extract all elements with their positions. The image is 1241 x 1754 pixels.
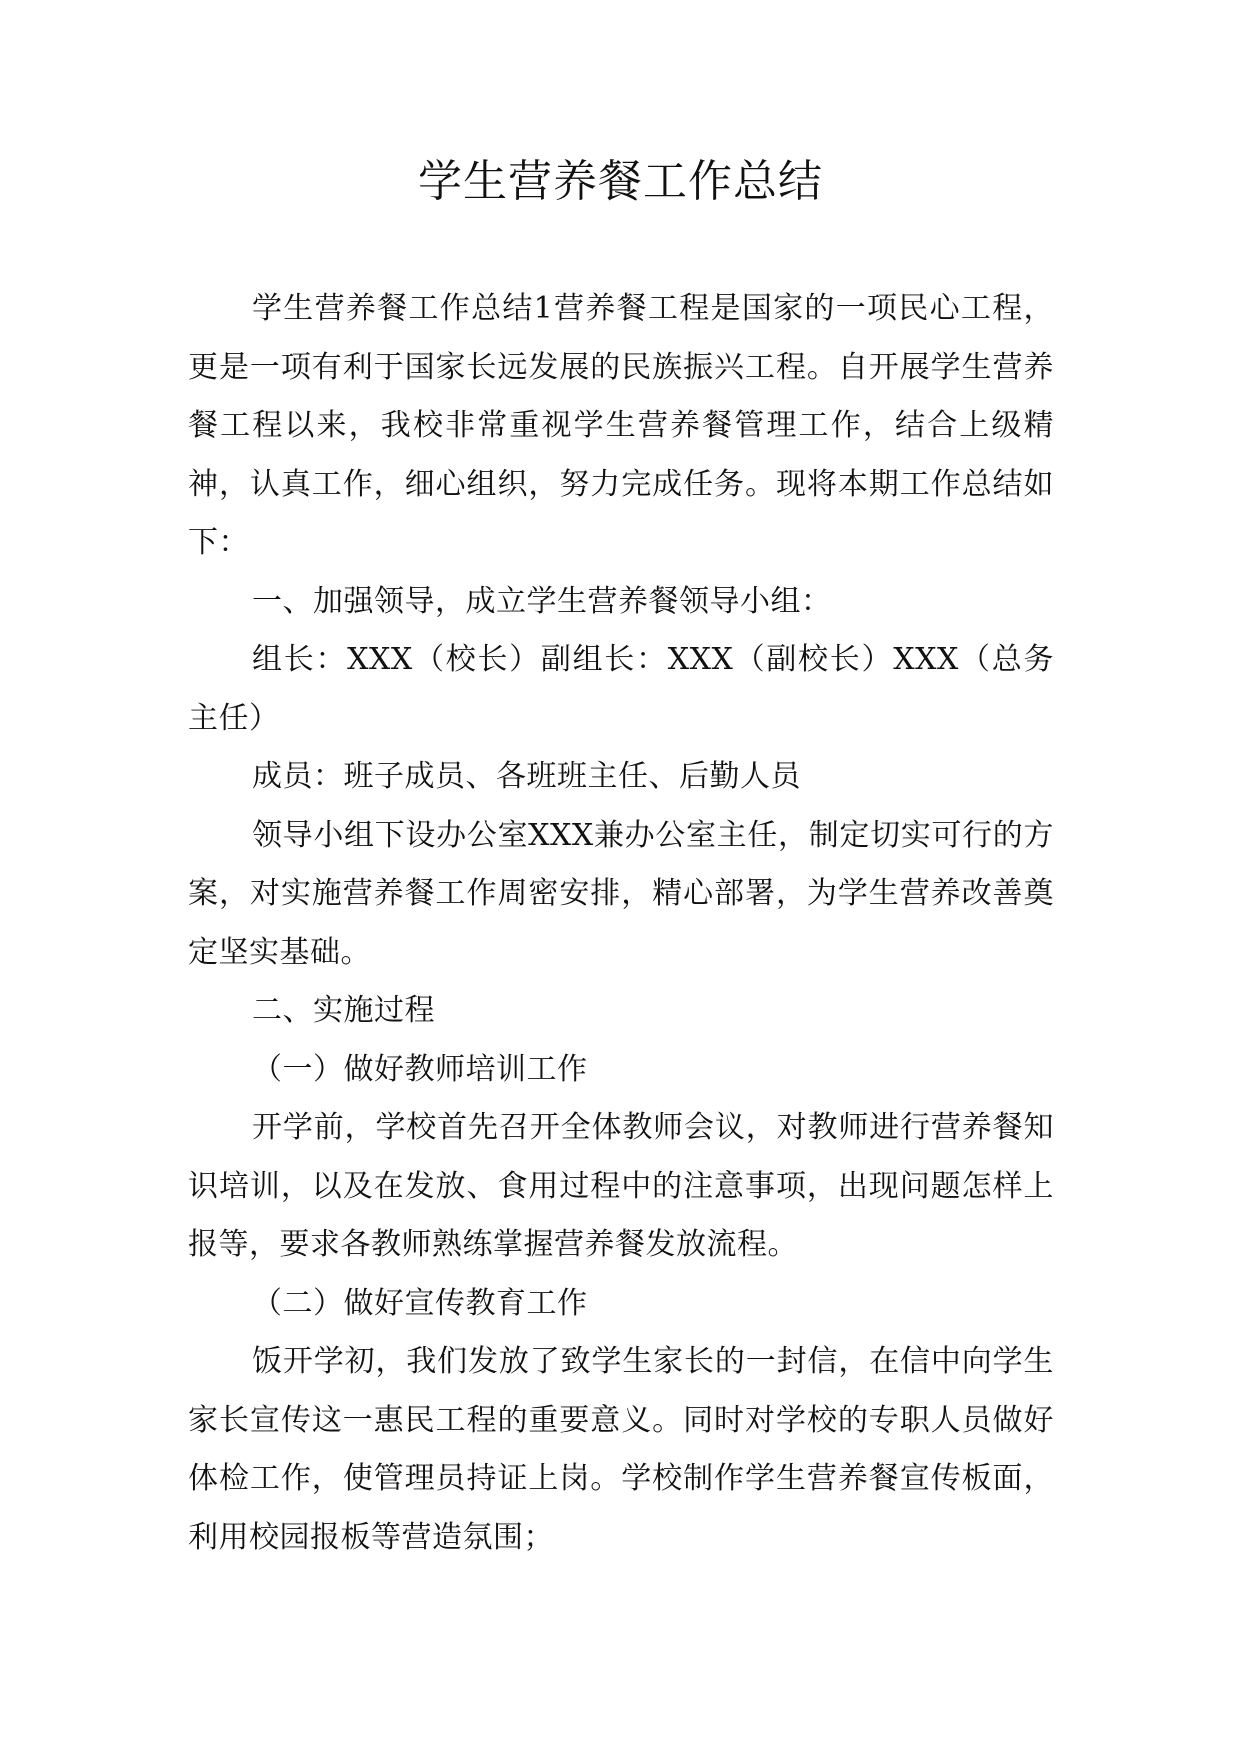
paragraph-leader: 组长：XXX（校长）副组长：XXX（副校长）XXX（总务主任） (188, 642, 1054, 736)
paragraph-teacher-training: 开学前，学校首先召开全体教师会议，对教师进行营养餐知识培训，以及在发放、食用过程中的注意事项，出现问题怎样上报等，要求各教师熟练掌握营养餐发放流程。 (188, 1110, 1054, 1262)
paragraph-publicity: 饭开学初，我们发放了致学生家长的一封信，在信中向学生家长宣传这一惠民工程的重要意义。同时对学校的专职人员做好体检工作，使管理员持证上岗。学校制作学生营养餐宣传板面，利用校园报板等营造氛围； (188, 1344, 1054, 1555)
heading-subsection-1: （一）做好教师培训工作 (252, 1051, 588, 1087)
paragraph-intro: 学生营养餐工作总结1营养餐工程是国家的一项民心工程，更是一项有利于国家长远发展的民族振兴工程。自开展学生营养餐工程以来，我校非常重视学生营养餐管理工作，结合上级精神，认真工作，细心组织，努力完成任务。现将本期工作总结如下： (188, 291, 1054, 560)
heading-section-1: 一、加强领导，成立学生营养餐领导小组： (252, 583, 832, 619)
heading-section-2: 二、实施过程 (252, 993, 435, 1028)
heading-subsection-2: （二）做好宣传教育工作 (252, 1285, 588, 1321)
paragraph-office: 领导小组下设办公室XXX兼办公室主任，制定切实可行的方案，对实施营养餐工作周密安排，精心部署，为学生营养改善奠定坚实基础。 (188, 817, 1054, 970)
document-body (188, 280, 1054, 1567)
paragraph-members: 成员：班子成员、各班班主任、后勤人员 (252, 759, 801, 794)
document-title: 学生营养餐工作总结 (418, 156, 823, 207)
